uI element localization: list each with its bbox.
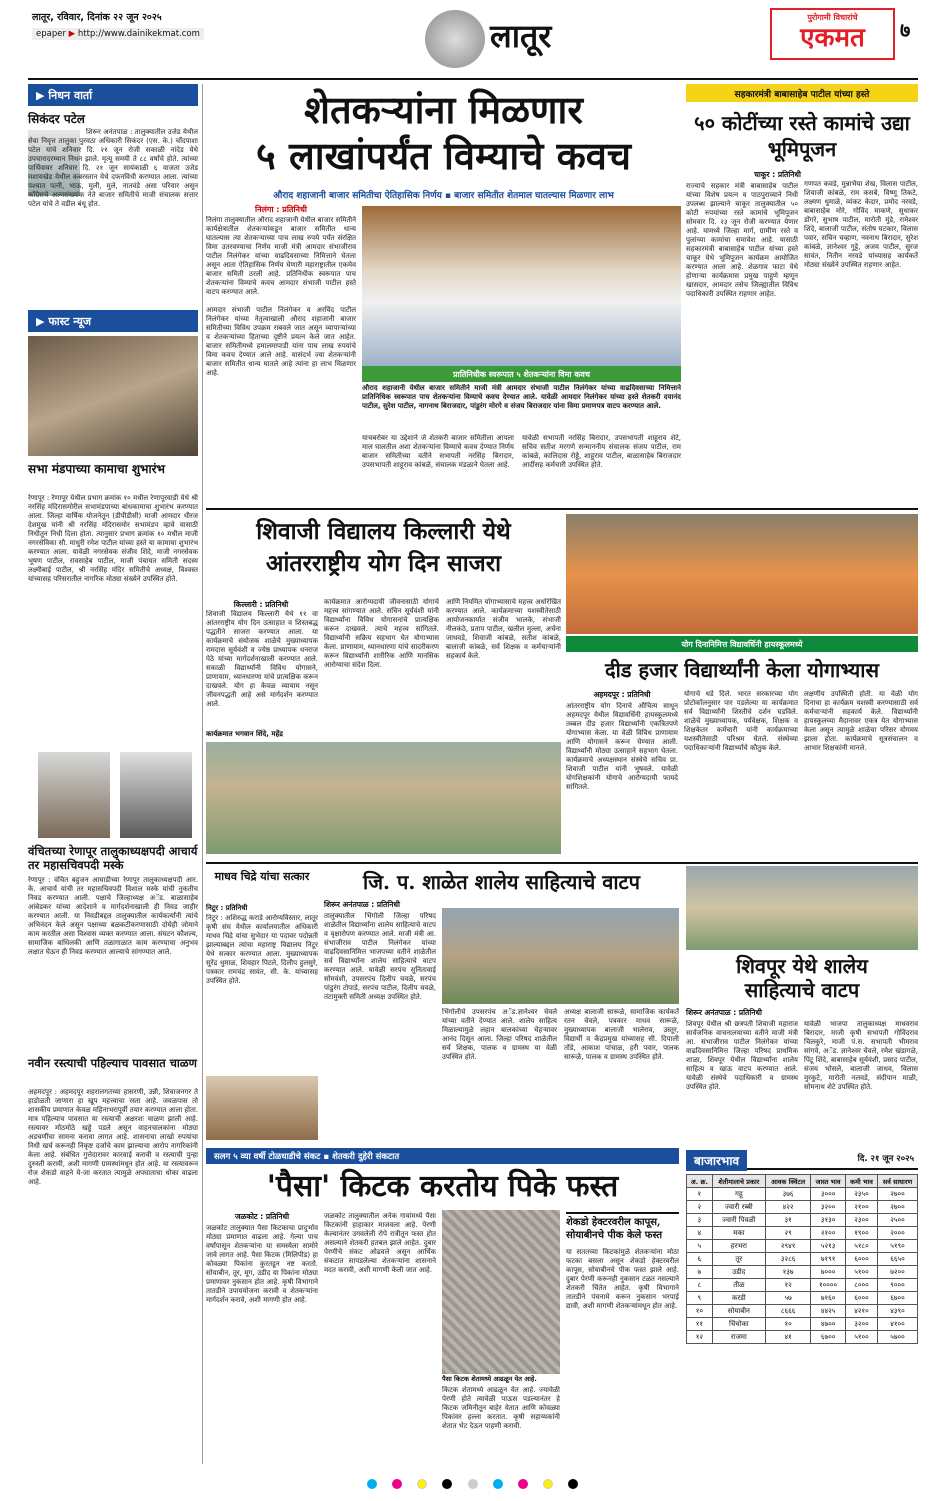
market-cell: ९ [687,1292,713,1305]
market-row [687,1331,918,1344]
market-cell: ५७ [765,1292,810,1305]
market-row [687,1266,918,1279]
market-cell: ७००० [811,1266,846,1279]
market-cell: तूर [712,1253,765,1266]
market-row [687,1214,918,1227]
market-cell: ६६५० [878,1253,918,1266]
register-mark [417,1479,427,1489]
market-row [687,1279,918,1292]
epaper-link[interactable] [32,28,204,40]
market-row [687,1292,918,1305]
market-cell: ३ [687,1214,713,1227]
yoga1-body: शिवाजी विद्यालय किल्लारी येथे ११ वा आंतरराष्ट्रीय योग दिन उत्साहात व शिस्तबद्ध पद्धतीने साजरा करण्यात आला. या कार्यक्रमाचे संयोजक शाळेचे मुख्याध्यापक रामदास सूर्यवंशी व ज्येष्ठ प्राध्यापक धनराज पेठे यांच्या मार्गदर्शनाखाली करण्यात आले. सकाळी विद्यार्थ्यांनी विविध योगासने, प्राणायाम, ध्यानधारणा यांचे प्रात्यक्षिक करून दाखवले. योग हा केवळ व्यायाम नसून जीवनपद्धती आहे असे मार्गदर्शन करण्यात आले. [206,610,318,708]
yoga1-col3: आणि नियमित योगाभ्यासाचे महत्त्व अधोरेखित करण्यात आले. कार्यक्रमाच्या यशस्वीतेसाठी आयोजनकार्यात संजीव भालके, संभाजी नीलकंठे, प्रताप पाटील, खलील मुल्ला, अर्चना जाधवडे, शिवाजी कांबळे, सतीश कांबळे, बालाजी कांबळे, सर्व शिक्षक व कर्मचाऱ्यांनी सहकार्य केले. [446,598,561,660]
header-rule [28,78,918,80]
madhav-body: निटूर : अशिरुद्ध कराडे आरोग्यविस्तार, लातूर कृषी संघ येथील कार्यालयातील अधिकारी माधव चिद्रे यांचा सुभेदार या पदावर पदोन्नती झाल्याबद्दल त्यांचा महाराष्ट्र विद्यालय निटूर येथे सत्कार करण्यात आला. मुख्याध्यापक सुरेंद्र धुमाळ, शिवहार पिटले, दिलीप हुलसुरे, पत्रकार रामचंद्र सावंत, सी. के. यांच्यासह उपस्थित होते. [206,914,318,985]
market-cell: २७०० [878,1201,918,1214]
register-mark [392,1479,402,1489]
yoga1-title-1: शिवाजी विद्यालय किल्लारी येथे [256,518,511,545]
market-cell: १२ [687,1331,713,1344]
market-cell: ६७०० [878,1292,918,1305]
register-mark [568,1479,578,1489]
logo-emblem [425,10,485,68]
lead-col3: यावेळी सभापती नरसिंह बिरादार, उपसभापती शाहूराव शेटे, सचिव सतीश मरगणे सन्माननीय संचालक संजय पाटील, राम कांबळे, कालिदास रोड्डे, शाहूराव पाटील, बाळासाहेब बिराजदार आदींसह कर्मचारी उपस्थित होते. [522,434,681,469]
zp-body: तालुक्यातील भिंगोली जिल्हा परिषद शाळेतील विद्यार्थ्यांना शालेय साहित्याचे वाटप व वृक्षारोपण करण्यात आले. माजी मंत्री आ. संभाजीराव पाटील निलंगेकर यांच्या वाढदिवसानिमित्त भाजपच्या वतीने शाळेतील सर्व विद्यार्थ्यांना शालेय साहित्याचे वाटप करण्यात आले. यावेळी सरपंच सुनितावाई सोमवंशी, उपसरपंच दिलीप चवळे, सरपंच पांडुरंग टोपाडे, सरपंच पाटील, दिलीप चवळे, तंटामुक्ती समिती अध्यक्ष उपस्थित होते. [324,912,436,1001]
yoga2-body: आंतरराष्ट्रीय योग दिनाचे औचित्य साधून अहमदपूर येथील विद्यावर्धिनी हायस्कूलमध्ये तब्बल दीड हजार विद्यार्थ्यांनी एकत्रितपणे योगाभ्यास केला. या वेळी विविध प्राणायाम आणि योगासने करून घेण्यात आली. विद्यार्थ्यांनी मोठ्या उत्साहाने सहभाग घेतला. कार्यक्रमाचे अध्यक्षस्थान संस्थेचे सचिव प्रा. शिवाजी पाटील यांनी भूषवले. यावेळी योगशिक्षकांनी योगाचे आरोग्यदायी फायदे सांगितले. [566,702,678,791]
market-cell: मका [712,1227,765,1240]
road-banner: सहकारमंत्री बाबासाहेब पाटील यांच्या हस्ते [686,84,918,102]
yoga-story-2 [566,514,918,858]
market-row [687,1318,918,1331]
yoga1-byline: किल्लारी : प्रतिनिधी [233,600,289,609]
market-cell: ५१०० [845,1266,877,1279]
market-cell: ४२२ [765,1201,810,1214]
market-title: बाजारभाव [686,1150,747,1171]
market-cell: ९००० [878,1279,918,1292]
zp-title: जि. प. शाळेत शालेय साहित्याचे वाटप [363,870,640,894]
market-cell: हरभरा [712,1240,765,1253]
register-mark [543,1479,553,1489]
crop-photo-caption: पैसा किटक शेतामध्ये आढळून येत आहे. [442,1375,537,1383]
market-cell: ५१८० [845,1240,877,1253]
maske-photo [120,752,192,838]
shivpur-col2: यावेळी भाजपा तालुकाध्यक्ष माधवराव बिरादार, माजी कृषी सभापती गोविंदराव चिलकुरे, माजी पं.स. सभापती भीमराव सांगवे, अॅड. ज्ञानेश्वर चेवले, रमेश खंडागळे, पिंटू शिंदे, बाबासाहेब सूर्यवंशी, प्रसाद पाटील, संजय भोसले, बालाजी जाधव, विलास मुरकुटे, मारोती नलवडे, संदीपान माळी, सोमनाथ शेटे उपस्थित होते. [804,1020,918,1091]
market-head-row [687,1175,918,1188]
crop-byline: जळकोट : प्रतिनिधी [234,1212,290,1221]
market-cell: ५७०० [878,1331,918,1344]
col-low: कमी भाव [845,1175,877,1188]
yoga2-caption: योग दिनानिमित्त विद्यावर्धिनी हायस्कूलमध्ये [566,636,918,652]
market-cell: १२ [765,1279,810,1292]
market-cell: ३१३० [811,1214,846,1227]
crop-col2: जळकोट तालुक्यातील अनेक गावांमध्ये पैसा किटकांनी हाहाकार माजवला आहे. पेरणी केल्यानंतर उगवलेली रोपे रात्रीतून फस्त होत असल्याने शेतकरी हतबल झाले आहेत. दुबार पेरणीचे संकट ओढवले असून आर्थिक संकटात सापडलेल्या शेतकऱ्यांना शासनाने मदत करावी, अशी मागणी केली जात आहे. [324,1212,436,1274]
madhav-title: माधव चिद्रे यांचा सत्कार [214,870,310,883]
city-title: लातूर [490,17,552,55]
lead-title-2: ५ लाखांपर्यंत विम्याचे कवच [255,133,632,178]
market-cell: ६००० [845,1253,877,1266]
obit-header [28,84,198,106]
market-cell: ८ [687,1279,713,1292]
market-cell: २१०० [811,1227,846,1240]
market-cell: ५ [687,1240,713,1253]
crop-photo [442,1210,560,1374]
yoga1-col2: कार्यक्रमात आरोग्यदायी जीवनासाठी योगाचे महत्त्व सांगण्यात आले. सचिन सूर्यवंशी यांनी विद्यार्थ्यांना विविध योगासनांचे प्रात्यक्षिक करून दाखवले. त्याचे महत्त्व सांगितले. विद्यार्थ्यांनी सक्रिय सहभाग घेत योगाभ्यास केला. प्राणायाम, ध्यानधारणा यांचे सादरीकरण करून विद्यार्थ्यांनी शारीरिक आणि मानसिक आरोग्याचा संदेश दिला. [324,598,439,669]
link-icon: ▶ [68,29,76,39]
road-byline: चाकूर : प्रतिनिधी [754,170,801,179]
market-cell: २१०० [845,1201,877,1214]
market-row [687,1227,918,1240]
lead-col2: याचबरोबर या उद्देशाने जे शेतकरी बाजार समितीला आपला माल घालतील अशा शेतकऱ्यांना विम्याचे कवच देण्यात निर्णय बाजार समितीच्या वतीने सभापती नरसिंह बिरादार, उपसभापती शाहूराव कांबळे, संचालक मंडळाने घेतला आहे. [362,434,514,469]
market-cell: ५२१३ [811,1240,846,1253]
sabha-text: रेणापूर : रेणापूर येथील प्रभाग क्रमांक १० मधील रेणापूरवाडी येथे श्री नरसिंह मंदिरासमोरील सभामंडपाच्या बांधकामाचा शुभारंभ करण्यात आला. जिल्हा वार्षिक योजनेतून (डीपीडीसी) माजी आमदार धीरज देशमुख यांनी श्री नरसिंह मंदिरासमोर सभामंडप व्हावे यासाठी निधीतून निधी दिला होता. त्यानुसार प्रभाग क्रमांक १० मधील माजी नगरसेविका सौ. माधुरी रमेश पाटील यांच्या हस्ते या कामाचा शुभारंभ करण्यात आला. यावेळी नगरसेवक संजीव शिंदे, माजी नगरसेवक भूषण पाटील, रावसाहेब पाटील, माजी पंचायत समिती सदस्य लक्ष्मीबाई पाटील, श्री नरसिंह मंदिर समितीचे अध्यक्ष, विश्वस्त यांच्यासह परिसरातील नागरिक मोठ्या संख्येने उपस्थित होते. [28,494,198,583]
market-cell: ६००० [845,1292,877,1305]
lead-byline: निलंगा : प्रतिनिधी [255,205,307,214]
venchit-text: रेणापूर : वंचित बहुजन आघाडीच्या रेणापूर तालुकाध्यक्षपदी आर. के. आचार्य यांची तर महासचिवपदी विशाल मस्के यांची नुकतीच निवड करण्यात आली. पक्षाचे जिल्हाध्यक्ष अॅड. बाळासाहेब आंबेडकर यांच्या आदेशाने व मार्गदर्शनाखाली ही निवड जाहीर करण्यात आली. या निवडीबद्दल तालुक्यातील कार्यकर्त्यांनी त्यांचे अभिनंदन केले असून पक्षाच्या बळकटीकरणासाठी दोघेही जोमाने काम करतील असा विश्वास व्यक्त करण्यात आला. संघटन कौशल्य, सामाजिक बांधिलकी आणि तळागाळात काम करण्याचा अनुभव लक्षात घेऊन ही निवड करण्यात आल्याचे सांगण्यात आले. [28,876,198,956]
col-crop: शेतीमालाचे प्रकार [712,1175,765,1188]
market-row [687,1240,918,1253]
section-rule-1 [206,508,918,510]
lead-story [206,84,681,504]
market-cell: ४१ [765,1331,810,1344]
masthead [0,0,945,80]
lead-photo-caption: प्रातिनिधीक स्वरूपात ५ शेतकऱ्यांना विमा कवच [362,366,681,382]
print-register-bar [0,1474,945,1494]
market-cell: ४ [687,1227,713,1240]
market-cell: करडी [712,1292,765,1305]
market-cell: १०००० [811,1279,846,1292]
market-cell: ३२८६ [765,1253,810,1266]
dateline: लातूर, रविवार, दिनांक २२ जून २०२५ [32,12,162,23]
market-cell: २७०० [878,1188,918,1201]
market-cell: ८००० [845,1279,877,1292]
market-cell: तीळ [712,1279,765,1292]
market-cell: ४३९० [878,1305,918,1318]
market-cell: १० [765,1318,810,1331]
market-cell: ४२१० [845,1305,877,1318]
yoga2-byline: अहमदपूर : प्रतिनिधी [593,690,651,699]
register-mark [367,1479,377,1489]
market-cell: २९४१ [765,1240,810,1253]
yoga2-title: दीड हजार विद्यार्थ्यांनी केला योगाभ्यास [605,658,879,682]
brand-name: एकमत [800,23,865,53]
market-cell: राजमा [712,1331,765,1344]
market-cell: ५१०० [845,1331,877,1344]
col-sr: अ. क्र. [687,1175,713,1188]
lead-body: निलंगा तालुक्यातील औराद शहाजानी येथील बाजार समितीने कार्यक्षेत्रातील शेतकऱ्यांकडून बाजार समितीत धान्य घातल्यास त्या शेतकऱ्याच्या पाच लाख रुपये पर्यंत संरक्षित विमा उतरवण्याचा निर्णय माजी मंत्री आमदार संभाजीराव पाटील निलंगेकर यांच्या वाढदिवसाच्या निमित्ताने घेतला असून आता ऐतिहासिक निर्णय घेणारी महाराष्ट्रातील एकमेव बाजार समिती ठरली आहे. प्रतिनिधीक स्वरूपात पाच शेतकऱ्यांना विम्याचे कवच आमदार संभाजी पाटील हस्ते वाटप करण्यात आले. आमदार संभाजी पाटील निलंगेकर व अरविंद पाटील निलंगेकर यांच्या नेतृत्वाखाली औराद शहाजानी बाजार समितीच्या विविध उपक्रम राबवले जात असून व्यापाऱ्यांच्या व शेतकऱ्यांच्या हिताच्या दृष्टीने प्रयत्न केले जात आहेत. बाजार समितीमध्ये हमालमापाडी यांना पाच लाख रुपयांचे विमा कवच देण्यात आले आहे. यासंदर्भ ज्या शेतकऱ्यांनी बाजार समितीत धान्य घातले आहे त्यांना हा लाभ मिळणार आहे. [206,216,356,377]
obit-arrow-icon: ▶ [36,89,45,102]
market-cell: ३००० [811,1188,846,1201]
fast-arrow-icon: ▶ [36,315,45,328]
shivpur-story [686,866,918,1144]
shivpur-title-1: शिवपूर येथे शालेय [736,954,868,978]
market-row [687,1201,918,1214]
sabha-title: सभा मंडपाच्या कामाचा शुभारंभ [28,462,165,476]
market-cell: ३७६ [765,1188,810,1201]
market-cell: ज्वारी रब्बी [712,1201,765,1214]
market-cell: १९०० [845,1227,877,1240]
sabha-photo [28,336,198,456]
market-cell: ४४२५ [811,1305,846,1318]
left-divider [202,84,203,1464]
obit-label: निधन वार्ता [48,89,93,102]
crop-mid: किटक शेतामध्ये आढळून येत आहे. ज्यावेळी पेरणी होते त्यावेळी पाऊस पडल्यानंतर हे किटक जमिनीतून बाहेर येतात आणि कोवळ्या पिकांवर हल्ला करतात. कृषी सहाय्यकांनी शेतात भेट देऊन पाहणी करावी. [442,1386,560,1430]
market-cell: उडीद [712,1266,765,1279]
market-cell: ३२०० [845,1318,877,1331]
epaper-label: epaper [36,29,66,39]
market-cell: ३१ [765,1214,810,1227]
road-body-2: गणपत कवडे, मुन्नाभैया शेख, विलास पाटील, शिवाजी कांबळे, राम कसबे, विष्णू तिकटे, लक्ष्मण धुमाळे, व्यंकट केदार, प्रमोद नरवडे, बाबासाहेब मोरे, गोविंद माकणे, सुधाकर डोंगरे, सुभाष पाटील, मारोती मुंडे, रामेश्वर शिंदे, बालाजी पाटील, संतोष घटकार, विलास पवार, सचिन चव्हाण, नवनाथ बिरादार, सुरेश कांबळे, ज्ञानेश्वर गुट्टे, अजय पाटील, सुरज सावंत, नितीन नरवडे यांच्यासह कार्यकर्ते मोठ्या संख्येने उपस्थित राहणार आहेत. [804,180,918,269]
col-avg: सर्व साधारण [878,1175,918,1188]
market-cell: २००० [878,1227,918,1240]
navin-text: अहमदपूर : अहमदपूर शहरालगतच्या हासरणी, उन्नी, शिवाजनगर ते हाडोळती जाणारा हा खूप महत्त्वाचा रस्ता आहे. जवळपास तो शासकीय प्रमाणात केवळ महिनाभरापूर्वी तयार करण्यात आला होता. मात्र पहिल्याच पावसात या रस्त्याची अक्षरशः चाळण झाली आहे. रस्त्यावर मोठमोठे खड्डे पडले असून वाहनचालकांना मोठ्या अडचणींचा सामना करावा लागत आहे. शासनाचा लाखो रुपयांचा निधी खर्च करूनही निकृष्ट दर्जाचे काम झाल्याचा आरोप नागरिकांनी केला आहे. संबंधित गुत्तेदारावर कारवाई करावी व रस्त्याची पुन्हा दुरुस्ती करावी, अशी मागणी ग्रामस्थांमधून होत आहे. या रस्त्यावरून रोज शेकडो वाहने ये-जा करतात त्यामुळे अपघाताचा धोका वाढला आहे. [28,1088,198,1186]
market-cell: ७ [687,1266,713,1279]
market-table [686,1174,918,1344]
obit-text: शिरूर अनंतपाळ : तालुक्यातील उजेड येथील सेवा निवृत्त तालुका पुरवठा अधिकारी सिकंदर (एस. के.) चाँदपाशा पटेल यांचे शनिवार दि. २१ जून रोजी सकाळी नांदेड येथे उपचारादरम्यान निधन झाले. मृत्यू समयी ते ८८ वर्षांचे होते. त्यांच्या पार्थिवावर शनिवार दि. २१ जून सायंकाळी ६ वाजता उजेड मशायखेड येथील कबरस्तान येथे दफनविधी करण्यात आला. त्यांच्या पश्चात पत्नी, भाऊ, मुली, मुले, नातवंडे असा परिवार असून कॉग्रेसचे अल्पसंख्यांक नेते बाजार समितीचे माजी संचालक सत्तार पटेल यांचे ते वडील बंधू होत. [28,128,198,208]
market-cell: ७१९१ [811,1253,846,1266]
page-number: ७ [900,18,911,42]
obit-name: सिकंदर पटेल [28,112,85,126]
market-cell: ७२०० [878,1266,918,1279]
fast-news-header [28,310,198,332]
crop-side-title: शेकडो हेक्टरवरील कापूस, सोयाबीनचे पीक केले फस्त [566,1212,679,1242]
market-cell: २ [687,1201,713,1214]
crop-story [206,1148,679,1464]
market-cell: १ [687,1188,713,1201]
register-mark [442,1479,452,1489]
crop-side-body: या सततच्या किटकांमुळे शेतकऱ्यांना मोठा फटका बसला असून शेकडो हेक्टरवरील कापूस, सोयाबीनचे पीक फस्त झाले आहे. दुबार पेरणी करूनही नुकसान टळत नसल्याने शेतकरी चिंतेत आहेत. कृषी विभागाने तातडीने पंचनामे करून नुकसान भरपाई द्यावी, अशी मागणी शेतकऱ्यांमधून होत आहे. [566,1248,679,1310]
register-mark [518,1479,528,1489]
road-body-1: राज्याचे सहकार मंत्री बाबासाहेब पाटील यांच्या विशेष प्रयत्न व पाठपुराव्याने निधी उपलब्ध झाल्याने चाकूर तालुक्यातील ५० कोटी रुपयांच्या रस्ते कामांचे भूमिपूजन सोमवार दि. २३ जून रोजी करण्यात येणार आहे. यामध्ये जिल्हा मार्ग, ग्रामीण रस्ते व पुलांच्या कामांचा समावेश आहे. यासाठी सहकारमंत्री बाबासाहेब पाटील यांच्या हस्ते चाकूर येथे भूमिपूजन कार्यक्रम आयोजित करण्यात आला आहे. शेळगाव फाटा येथे होणाऱ्या कार्यक्रमास प्रमुख पाहुणे म्हणून खासदार, आमदार तसेच जिल्ह्यातील विविध पदाधिकारी उपस्थित राहणार आहेत. [686,182,798,298]
market-row [687,1253,918,1266]
section-rule-2 [206,862,918,864]
market-cell: २५०० [878,1214,918,1227]
yoga1-photo [206,742,561,854]
zp-story [324,866,679,1144]
lead-photo [362,206,681,366]
market-cell: ७१६० [811,1292,846,1305]
zp-byline: शिरूर अनंतपाळ : प्रतिनिधी [324,900,400,909]
shivpur-body: शिवपूर येथील श्री छत्रपती शिवाजी महाराज सार्वजनिक वाचनालयाच्या वतीने माजी मंत्री आ. संभाजीराव पाटील निलंगेकर यांच्या वाढदिवसानिमित्त जिल्हा परिषद प्राथमिक शाळा, शिवपूर येथील विद्यार्थ्यांना शालेय साहित्य व खाऊ वाटप करण्यात आले. यावेळी संस्थेचे पदाधिकारी व ग्रामस्थ उपस्थित होते. [686,1020,798,1091]
brand-box [770,8,895,60]
yoga1-title-2: आंतरराष्ट्रीय योग दिन साजरा [265,550,502,577]
road-story [686,84,918,504]
acharya-photo [38,752,110,838]
url-text[interactable]: http://www.dainikekmat.com [77,29,200,39]
market-cell: ४१०० [878,1318,918,1331]
tagline: पुरोगामी विचारांचे [807,13,858,22]
market-cell: ५१९० [878,1240,918,1253]
yoga1-caption: कार्यक्रमात भगवान शिंदे, महेंद्र [206,730,283,738]
market-cell: गहू [712,1188,765,1201]
market-date: दि. २१ जून २०२५ [857,1154,914,1164]
register-mark [493,1479,503,1489]
market-row [687,1305,918,1318]
market-cell: ६ [687,1253,713,1266]
yoga2-photo [566,514,918,634]
market-cell: २३५० [845,1188,877,1201]
market-row [687,1188,918,1201]
market-cell: २३०० [845,1214,877,1227]
crop-body: जळकोट तालुक्यात पैसा किटकाचा प्रादुर्भाव मोठ्या प्रमाणात वाढला आहे. गेल्या पाच वर्षांपासून शेतकऱ्यांना या समस्येला सामोरे जावे लागत आहे. पैसा किटक (मिलिपीड) हा कोवळ्या पिकांना कुरतडून नष्ट करतो. सोयाबीन, तूर, मूग, उडीद या पिकांना मोठ्या प्रमाणावर नुकसान होत आहे. कृषी विभागाने तातडीने उपाययोजना करावी व शेतकऱ्यांना मार्गदर्शन करावे, अशी मागणी होत आहे. [206,1224,318,1304]
market-cell: ४७०० [811,1318,846,1331]
madhav-story [206,866,318,1144]
yoga2-col3: लक्षणीय उपस्थिती होती. या वेळी योग दिनाचा हा कार्यक्रम यशस्वी करण्यासाठी सर्व कर्मचाऱ्यांनी सहकार्य केले. विद्यार्थ्यांनी हायस्कूलच्या मैदानावर एकत्र येत योगाभ्यास केला असून त्यामुळे शाळेचा परिसर योगमय झाला होता. कार्यक्रमाचे सूत्रसंचालन व आभार शिक्षकांनी मानले. [804,690,918,752]
market-cell: ११ [687,1318,713,1331]
market-cell: १३७ [765,1266,810,1279]
fast-news-label: फास्ट न्यूज [48,315,92,328]
crop-title: 'पैसा' किटक करतोय पिके फस्त [266,1169,619,1204]
crop-kicker: सलग ५ व्या वर्षी टोळधाडीचे संकट ▪ शेतकरी दुहेरी संकटात [206,1148,679,1164]
lead-photo-text: औराद शहाजानी येथील बाजार समितीने माजी मंत्री आमदार संभाजी पाटील निलंगेकर यांच्या वाढदिवसाच्या निमित्ताने प्रातिनिधिक स्वरूपात पाच शेतकऱ्यांना विम्याचे कवच देण्यात आले. यावेळी आमदार निलंगेकर यांच्या हस्ते शेतकरी दयानंद पाटील, सुरेश पाटील, नागनाथ बिराजदार, पांडुरंग मोरगे व संजय बिराजदार यांना विमा प्रमाणपत्र वाटप करण्यात आले. [362,384,681,410]
shivpur-title-2: साहित्याचे वाटप [744,978,860,1002]
shivpur-photo [686,866,918,950]
market-cell: ८६६६ [765,1305,810,1318]
madhav-byline: निटूर : प्रतिनिधी [206,904,248,912]
market-cell: ज्वारी पिवळी [712,1214,765,1227]
market-box [686,1148,918,1464]
market-cell: सोयाबीन [712,1305,765,1318]
zp-photo [442,908,679,1004]
shivpur-byline: शिरूर अनंतपाळ : प्रतिनिधी [686,1008,762,1017]
road-title: ५० कोटींच्या रस्ते कामांचे उद्या भूमिपूजन [694,111,910,161]
navin-title: नवीन रस्त्याची पहिल्याच पावसात चाळण [28,1056,197,1070]
madhav-photo [206,1076,318,1140]
market-cell: ३२०० [811,1201,846,1214]
lead-title-1: शेतकऱ्यांना मिळणार [304,87,583,132]
venchit-title: वंचितच्या रेणापूर तालुकाध्यक्षपदी आचार्य तर महासचिवपदी मस्के [28,844,198,872]
market-cell: २९ [765,1227,810,1240]
market-cell: चिंचोका [712,1318,765,1331]
col-high: जास्त भाव [811,1175,846,1188]
yoga-story-1 [206,514,561,858]
yoga2-col2: योगाचे धडे दिले. भारत सरकारच्या योग प्रोटोकॉलनुसार पार पडलेल्या या कार्यक्रमात सर्व विद्यार्थ्यांनी शिस्तीचे दर्शन घडविले. शाळेचे मुख्याध्यापक, पर्यवेक्षक, शिक्षक व शिक्षकेतर कर्मचारी यांनी कार्यक्रमाच्या यशस्वीतेसाठी परिश्रम घेतले. संस्थेच्या पदाधिकाऱ्यांनी विद्यार्थ्यांचे कौतुक केले. [684,690,798,752]
market-cell: १० [687,1305,713,1318]
col-arrival: आवक क्विंटल [765,1175,810,1188]
register-mark [468,1479,478,1489]
market-cell: ६७०० [811,1331,846,1344]
zp-col3: अध्यक्ष बालाजी सारूळे, सामाजिक कार्यकर्ते रतन चेवले, पत्रकार माधव सारूळे, मुख्याध्यापक बालाजी भालेराव, उस्तूर, विद्यार्थी व केंद्रप्रमुख यांच्यासह सी. दिपाली तोंडे, आकाश पांचाळ, हरी पवार, पालक सारूळे, पालक व ग्रामस्थ उपस्थित होते. [564,1008,679,1061]
lead-deck: औराद शहाजानी बाजार समितीचा ऐतिहासिक निर्णय ▪ बाजार समितीत शेतमाल घातल्यास मिळणार लाभ [273,191,614,201]
left-column [28,84,198,1464]
zp-col2: भिंगोलीचे उपसरपंच अॅड.ज्ञानेश्वर चेवले यांच्या वतीने देण्यात आले. शालेय साहित्य मिळाल्यामुळे लहान बालकांच्या चेहऱ्यावर आनंद दिसून आला. जिल्हा परिषद शाळेतील सर्व शिक्षक, पालक व ग्रामस्थ या वेळी उपस्थित होते. [442,1008,557,1061]
market-header [686,1148,918,1170]
